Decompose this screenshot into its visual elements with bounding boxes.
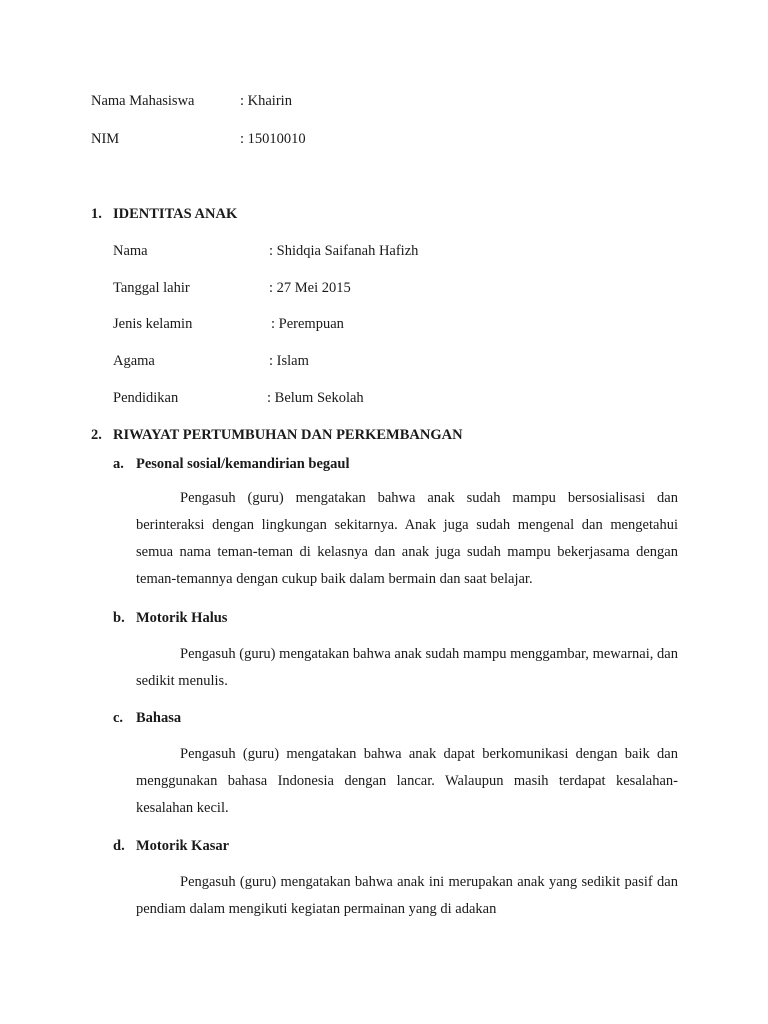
nim-label: NIM — [91, 131, 120, 147]
field-pendidikan-value: : Belum Sekolah — [267, 390, 364, 406]
subsection-c-paragraph — [136, 741, 678, 822]
field-tanggal-lahir-value: : 27 Mei 2015 — [269, 280, 351, 296]
subsection-a-paragraph — [136, 485, 678, 593]
subsection-b-title: Motorik Halus — [136, 610, 228, 626]
field-pendidikan-label: Pendidikan — [113, 390, 179, 406]
subsection-a-title: Pesonal sosial/kemandirian begaul — [136, 456, 350, 472]
subsection-a-text: Pengasuh (guru) mengatakan bahwa anak sudah mampu bersosialisasi dan berinteraksi dengan lingkungan sekitarnya. Anak juga sudah mengenal dan mengetahui semua nama teman-teman di kelasnya dan anak juga sudah mampu bekerjasama dengan teman-temannya dengan cukup baik dalam bermain dan saat belajar. — [136, 490, 678, 587]
section-2-number: 2. — [91, 427, 102, 443]
section-1-number: 1. — [91, 206, 102, 222]
subsection-b-text: Pengasuh (guru) mengatakan bahwa anak sudah mampu menggambar, mewarnai, dan sedikit menulis. — [136, 646, 678, 689]
field-agama-value: : Islam — [269, 353, 309, 369]
section-2-title: RIWAYAT PERTUMBUHAN DAN PERKEMBANGAN — [113, 427, 463, 443]
subsection-b-paragraph — [136, 641, 678, 695]
field-tanggal-lahir-label: Tanggal lahir — [113, 280, 190, 296]
subsection-d-paragraph — [136, 869, 678, 923]
subsection-d-title: Motorik Kasar — [136, 838, 230, 854]
field-jenis-kelamin-value: : Perempuan — [271, 316, 344, 332]
field-agama-label: Agama — [113, 353, 155, 369]
student-name-label: Nama Mahasiswa — [91, 93, 195, 109]
field-jenis-kelamin-label: Jenis kelamin — [113, 316, 193, 332]
student-name-value: : Khairin — [240, 93, 292, 109]
subsection-d-letter: d. — [113, 838, 125, 854]
nim-value: : 15010010 — [240, 131, 306, 147]
section-1-title: IDENTITAS ANAK — [113, 206, 238, 222]
subsection-c-title: Bahasa — [136, 710, 182, 726]
field-nama-value: : Shidqia Saifanah Hafizh — [269, 243, 419, 259]
subsection-c-letter: c. — [113, 710, 124, 726]
subsection-a-letter: a. — [113, 456, 124, 472]
subsection-c-text: Pengasuh (guru) mengatakan bahwa anak dapat berkomunikasi dengan baik dan menggunakan bahasa Indonesia dengan lancar. Walaupun masih terdapat kesalahan-kesalahan kecil. — [136, 746, 678, 816]
field-nama-label: Nama — [113, 243, 148, 259]
subsection-d-text: Pengasuh (guru) mengatakan bahwa anak ini merupakan anak yang sedikit pasif dan pendiam dalam mengikuti kegiatan permainan yang di adakan — [136, 874, 678, 917]
subsection-b-letter: b. — [113, 610, 125, 626]
